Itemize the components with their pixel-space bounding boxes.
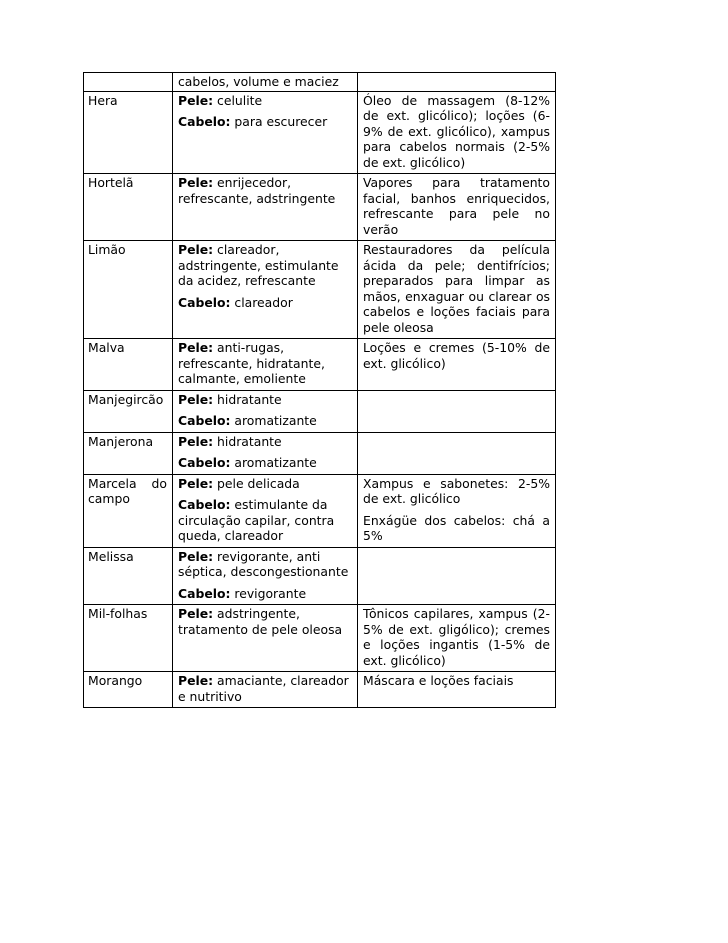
property-entry [178,673,352,704]
property-entry [178,434,352,450]
table-row [84,672,556,708]
properties-cell [173,547,358,605]
property-text: para escurecer [230,114,328,129]
herb-name-cell: Morango [84,672,173,708]
use-entry: Óleo de massagem (8-12% de ext. glicólico); loções (6-9% de ext. glicólico), xampus para cabelos normais (2-5% de ext. glicólico) [363,92,550,170]
herb-name-cell: Manjerona [84,432,173,474]
properties-cell [173,432,358,474]
property-text: celulite [213,92,263,108]
property-label: Pele: [178,606,214,621]
table-row [84,174,556,241]
table-row [84,547,556,605]
herb-name-cell: Malva [84,339,173,391]
herb-name-cell: Marcela do campo [84,474,173,547]
properties-cell [173,390,358,432]
property-text: pele delicada [213,475,300,491]
property-entry [178,295,352,311]
property-text: revigorante, anti séptica, descongestionante [178,548,349,579]
property-label: Pele: [178,433,214,449]
property-text: estimulante da circulação capilar, contra queda, clareador [178,497,335,543]
property-text: revigorante [230,585,307,601]
properties-cell [173,474,358,547]
use-entry: Xampus e sabonetes: 2-5% de ext. glicólico [363,475,550,506]
properties-cell [173,241,358,339]
property-entry [178,455,352,471]
table-row [84,241,556,339]
property-entry [178,175,352,206]
herbs-table-body [84,73,556,708]
property-text: amaciante, clareador e nutritivo [178,673,349,704]
uses-cell [358,91,556,174]
property-entry [178,114,352,130]
herb-name-cell: Manjegircão [84,390,173,432]
properties-cell [173,672,358,708]
property-text: clareador, adstringente, estimulante da acidez, refrescante [178,242,339,288]
properties-cell [173,91,358,174]
property-label: Pele: [178,391,214,407]
uses-cell [358,339,556,391]
property-entry [178,586,352,602]
herb-name-cell: Limão [84,241,173,339]
property-entry [178,392,352,408]
property-label: Cabelo: [178,294,231,310]
property-text: adstringente, tratamento de pele oleosa [178,606,343,637]
property-label: Pele: [178,340,214,355]
property-label: Cabelo: [178,114,231,129]
property-text: anti-rugas, refrescante, hidratante, calmante, emoliente [178,340,325,386]
use-entry: Vapores para tratamento facial, banhos enriquecidos, refrescante para pele no verão [363,175,550,237]
properties-cell [173,174,358,241]
uses-cell [358,73,556,92]
property-entry [178,74,352,90]
property-label: Pele: [178,175,214,190]
use-entry: Tônicos capilares, xampus (2-5% de ext. gligólico); cremes e loções ingantis (1-5% de ext. glicólico) [363,606,550,668]
herb-name-cell: Melissa [84,547,173,605]
property-entry [178,476,352,492]
table-row [84,474,556,547]
table-row [84,339,556,391]
property-entry [178,413,352,429]
property-text: clareador [230,294,293,310]
property-text: enrijecedor, refrescante, adstringente [178,175,336,206]
property-text: hidratante [213,391,282,407]
property-entry [178,497,352,544]
herbs-table [83,72,556,708]
table-row [84,390,556,432]
property-label: Pele: [178,92,214,108]
property-text: aromatizante [230,455,317,470]
herb-name-cell: Hortelã [84,174,173,241]
use-entry: Loções e cremes (5-10% de ext. glicólico) [363,340,550,371]
herb-name-cell: Hera [84,91,173,174]
herb-name-cell: Mil-folhas [84,605,173,672]
table-row [84,432,556,474]
properties-cell [173,73,358,92]
uses-cell [358,547,556,605]
property-label: Cabelo: [178,455,231,470]
property-entry [178,549,352,580]
uses-cell [358,605,556,672]
properties-cell [173,605,358,672]
table-row [84,605,556,672]
herb-name-cell [84,73,173,92]
uses-cell [358,390,556,432]
property-text: cabelos, volume e maciez [178,74,339,89]
property-label: Cabelo: [178,585,231,601]
use-entry: Máscara e loções faciais [363,673,514,688]
use-entry: Restauradores da película ácida da pele; dentifrícios; preparados para limpar as mãos, enxaguar ou clarear os cabelos e loções faciais para pele oleosa [363,242,550,335]
uses-cell [358,474,556,547]
uses-cell [358,432,556,474]
uses-cell [358,672,556,708]
property-label: Pele: [178,475,214,491]
uses-cell [358,174,556,241]
property-text: hidratante [213,433,282,449]
properties-cell [173,339,358,391]
property-label: Cabelo: [178,497,231,512]
property-entry [178,93,352,109]
property-entry [178,606,352,637]
property-label: Pele: [178,242,214,257]
use-entry: Enxágüe dos cabelos: chá a 5% [363,512,550,543]
property-label: Pele: [178,673,214,688]
property-label: Cabelo: [178,413,231,428]
property-entry [178,242,352,289]
table-row [84,91,556,174]
uses-cell [358,241,556,339]
table-row [84,73,556,92]
property-text: aromatizante [230,413,317,428]
property-label: Pele: [178,548,214,564]
property-entry [178,340,352,387]
